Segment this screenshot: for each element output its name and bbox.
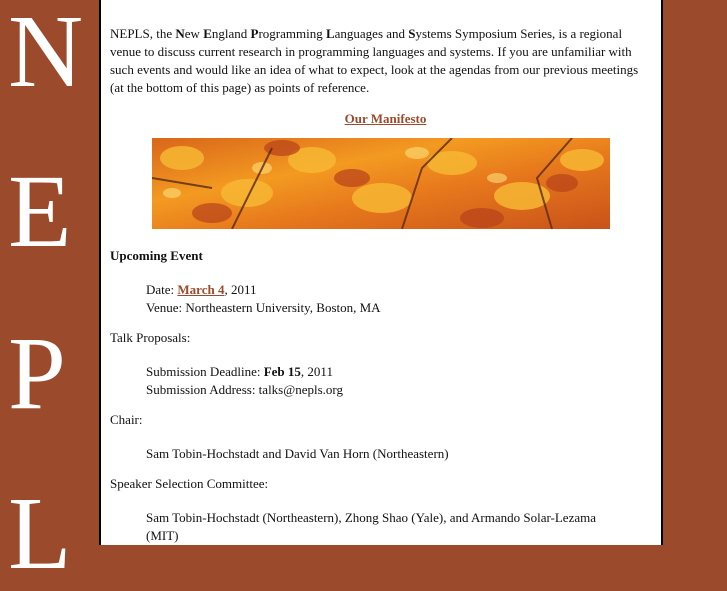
date-label: Date: bbox=[146, 282, 178, 297]
chair-heading: Chair: bbox=[110, 412, 143, 427]
event-date-link[interactable]: March 4 bbox=[177, 282, 225, 297]
upcoming-event-details bbox=[110, 281, 661, 317]
date-year: , 2011 bbox=[224, 282, 257, 297]
intro-paragraph bbox=[110, 25, 653, 97]
talk-proposals-heading: Talk Proposals: bbox=[110, 330, 191, 345]
autumn-leaves-banner bbox=[152, 138, 610, 229]
deadline-label: Submission Deadline: bbox=[146, 364, 264, 379]
intro-bold: P bbox=[250, 26, 259, 41]
letter-p: P bbox=[8, 316, 66, 431]
letter-n: N bbox=[8, 0, 84, 109]
intro-text: anguages and bbox=[334, 26, 409, 41]
manifesto-link[interactable]: Our Manifesto bbox=[344, 111, 427, 126]
intro-text: ngland bbox=[211, 26, 251, 41]
intro-bold: N bbox=[175, 26, 185, 41]
letter-e: E bbox=[8, 154, 72, 269]
intro-text: NEPLS, the bbox=[110, 26, 176, 41]
submission-deadline bbox=[146, 363, 661, 381]
intro-bold: L bbox=[325, 26, 335, 41]
intro-text: ew bbox=[184, 26, 204, 41]
intro-bold: S bbox=[408, 26, 416, 41]
deadline-value: Feb 15 bbox=[263, 364, 301, 379]
upcoming-event-heading: Upcoming Event bbox=[110, 248, 203, 263]
committee-heading: Speaker Selection Committee: bbox=[110, 476, 269, 491]
talk-proposals-details bbox=[110, 363, 661, 399]
intro-text: rogramming bbox=[258, 26, 326, 41]
submission-address: Submission Address: talks@nepls.org bbox=[146, 382, 343, 397]
intro-bold: E bbox=[203, 26, 212, 41]
manifesto-container bbox=[110, 110, 661, 128]
intro-text: ystems Symposium Series, is a regional venue to discuss current research in programming languages and systems. If you are unfamiliar with such events and would like an idea of what to expect, look at the agendas from our previous meetings (at the bottom of this page) as points of reference. bbox=[110, 26, 639, 95]
letter-l: L bbox=[8, 476, 72, 591]
event-date bbox=[146, 281, 661, 299]
event-venue: Venue: Northeastern University, Boston, MA bbox=[146, 300, 381, 315]
chair-names: Sam Tobin-Hochstadt and David Van Horn (Northeastern) bbox=[146, 446, 449, 461]
sidebar-letters bbox=[0, 0, 100, 591]
committee-names: Sam Tobin-Hochstadt (Northeastern), Zhong Shao (Yale), and Armando Solar-Lezama (MIT) bbox=[146, 510, 596, 543]
deadline-year: , 2011 bbox=[300, 364, 333, 379]
main-content bbox=[99, 0, 663, 545]
